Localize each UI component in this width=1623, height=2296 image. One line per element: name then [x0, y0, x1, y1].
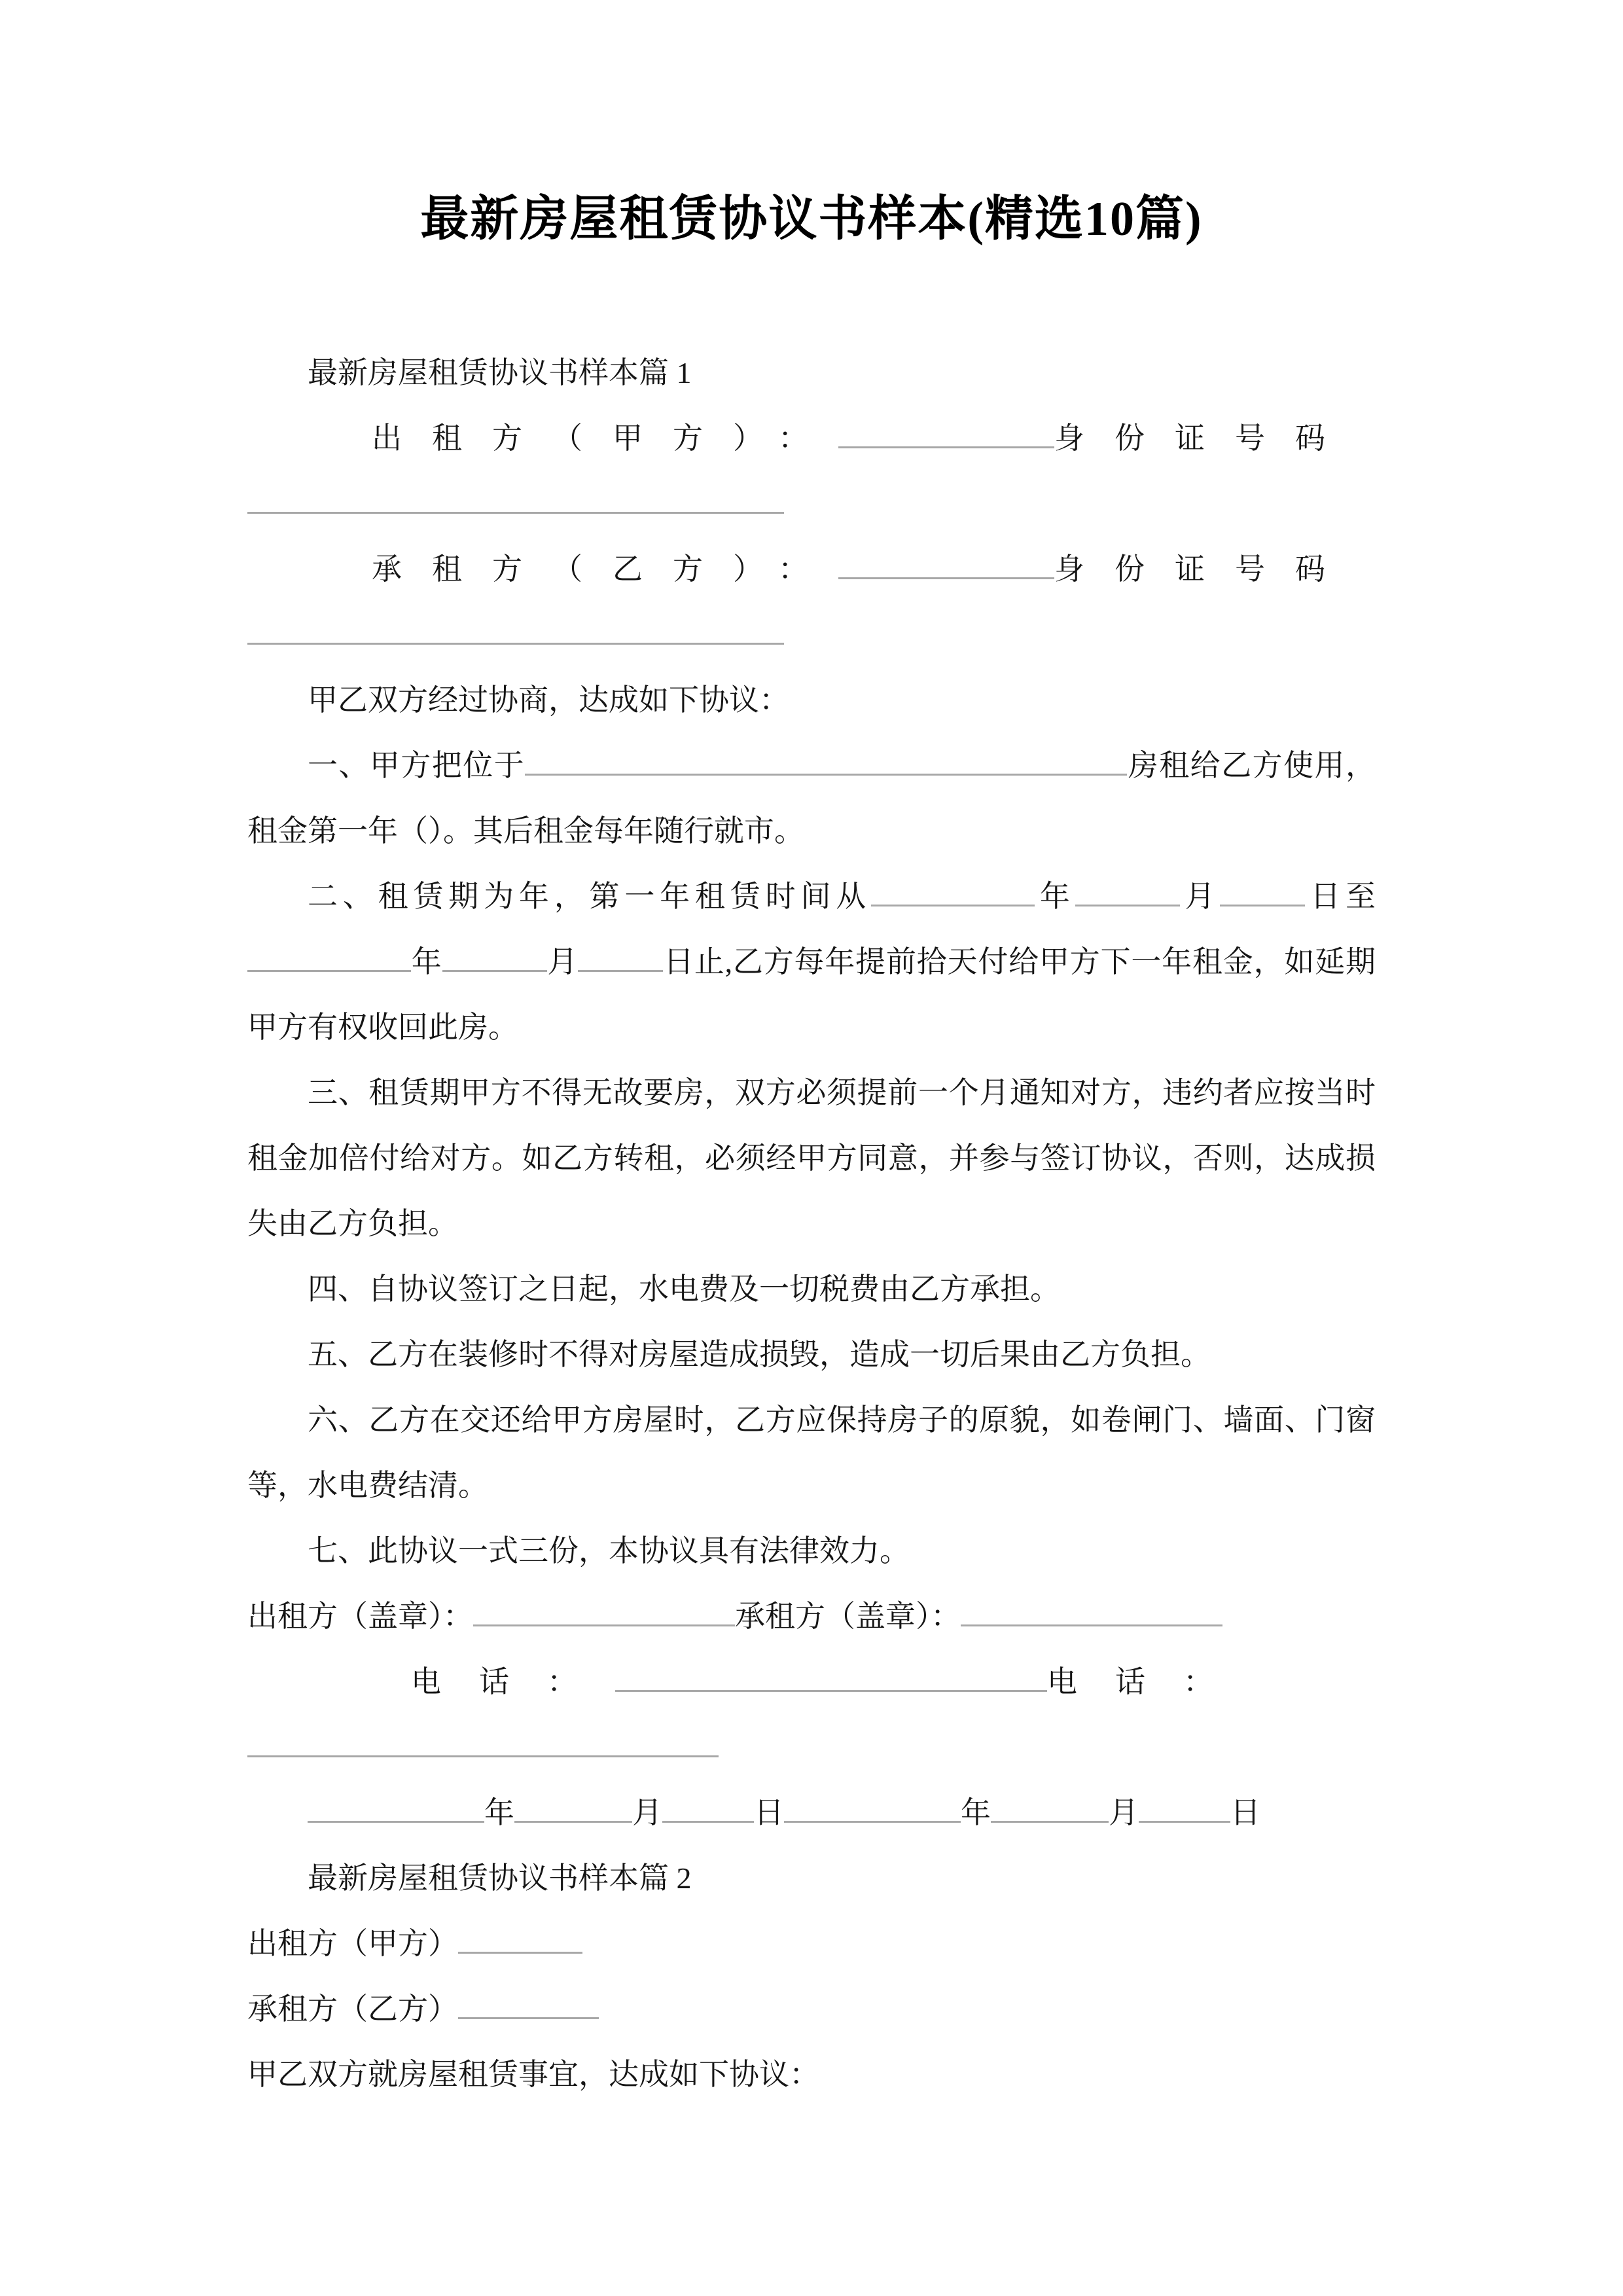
text-segment: 出租方（甲方） [247, 1927, 458, 1960]
clause-2 [247, 864, 1376, 1060]
party-b-id-blank-row [247, 602, 1376, 668]
fill-blank [247, 1727, 719, 1757]
date-line [247, 1780, 1376, 1846]
party-b-label: 承租方（乙方）： [372, 552, 838, 586]
fill-blank [247, 614, 784, 645]
text-segment: 月 [632, 1796, 662, 1829]
phone-label-a: 电话： [411, 1665, 615, 1698]
phone-label-b: 电话： [1047, 1665, 1251, 1698]
text-segment: 日 [754, 1796, 784, 1829]
phone-a-blank [615, 1661, 1047, 1692]
text-segment: 承租方（乙方） [247, 1992, 458, 2026]
text-segment: 日至 [1305, 880, 1376, 913]
party-a-id-label: 身份证号码 [1054, 422, 1355, 455]
fill-blank [514, 1792, 632, 1823]
text-segment: 二、租赁期为年，第一年租赁时间从 [308, 880, 872, 913]
fill-blank [1220, 876, 1305, 906]
section2-party-a-line [247, 1911, 1376, 1977]
phone-line [247, 1649, 1376, 1715]
text-segment: 月 [1179, 880, 1221, 913]
party-a-id-blank-row [247, 471, 1376, 537]
section2-party-b-line [247, 1977, 1376, 2042]
clause-1 [247, 733, 1376, 864]
party-a-line [247, 406, 1376, 471]
fill-blank [784, 1792, 961, 1823]
clause-5: 五、乙方在装修时不得对房屋造成损毁，造成一切后果由乙方负担。 [308, 1338, 1211, 1371]
fill-blank [871, 876, 1035, 906]
seal-line [247, 1584, 1376, 1649]
section1-heading: 最新房屋租赁协议书样本篇 1 [308, 356, 692, 389]
fill-blank [247, 941, 411, 972]
fill-blank [247, 483, 784, 514]
party-a-label: 出租方（甲方）： [372, 422, 838, 455]
agreement-intro: 甲乙双方经过协商，达成如下协议： [308, 683, 789, 717]
text-segment: 月 [1109, 1796, 1139, 1829]
party-b-name-blank [838, 548, 1054, 579]
fill-blank [991, 1792, 1109, 1823]
fill-blank [442, 941, 547, 972]
party-b-line [247, 537, 1376, 602]
section2-intro: 甲乙双方就房屋租赁事宜，达成如下协议： [247, 2058, 819, 2091]
phone-b-blank-row [247, 1715, 1376, 1780]
fill-blank [458, 1988, 599, 2019]
text-segment: 年 [1035, 880, 1075, 913]
fill-blank [473, 1596, 735, 1626]
text-segment: 一、甲方把位于 [308, 749, 526, 782]
text-segment: 年 [961, 1796, 991, 1829]
fill-blank [662, 1792, 754, 1823]
text-segment: 房租给乙方使用，租金第一年（）。其后租金每年随行就市。 [247, 749, 1376, 848]
text-segment: 年 [484, 1796, 514, 1829]
text-segment: 承租方（盖章）： [735, 1600, 961, 1633]
clause-6: 六、乙方在交还给甲方房屋时，乙方应保持房子的原貌，如卷闸门、墙面、门窗等，水电费结清。 [247, 1403, 1376, 1502]
fill-blank [578, 941, 663, 972]
text-segment: 月 [546, 945, 579, 978]
text-segment: 年 [411, 945, 442, 978]
fill-blank [961, 1596, 1222, 1626]
fill-blank [458, 1923, 582, 1954]
text-segment: 日 [1230, 1796, 1260, 1829]
clause-4: 四、自协议签订之日起，水电费及一切税费由乙方承担。 [308, 1272, 1060, 1306]
fill-blank [1139, 1792, 1230, 1823]
party-a-name-blank [838, 418, 1054, 448]
document-title: 最新房屋租赁协议书样本(精选10篇) [420, 192, 1203, 246]
section2-heading: 最新房屋租赁协议书样本篇 2 [308, 1861, 692, 1895]
fill-blank [525, 745, 1127, 776]
text-segment: 出租方（盖章）： [247, 1600, 473, 1633]
fill-blank [308, 1792, 484, 1823]
fill-blank [1075, 876, 1180, 906]
text-segment: 日止,乙方每年提前拾天付给甲方下一年租金，如延期甲方有权收回此房。 [247, 945, 1376, 1044]
clause-7: 七、此协议一式三份，本协议具有法律效力。 [308, 1534, 910, 1568]
clause-3: 三、租赁期甲方不得无故要房，双方必须提前一个月通知对方，违约者应按当时租金加倍付给对方。如乙方转租，必须经甲方同意，并参与签订协议，否则，达成损失由乙方负担。 [247, 1076, 1376, 1240]
party-b-id-label: 身份证号码 [1054, 552, 1355, 586]
